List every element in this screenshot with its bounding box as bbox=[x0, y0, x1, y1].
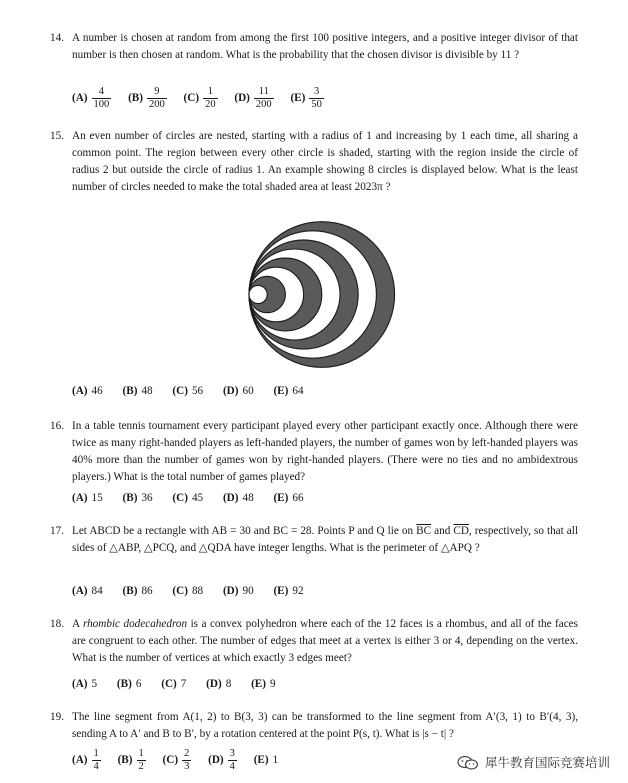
problem-19 bbox=[52, 709, 578, 743]
choice-c: (C) 45 bbox=[172, 492, 204, 504]
problem-text: A number is chosen at random from among the first 100 positive integers, and a positive integer divisor of that number is then chosen at random. What is the probability that the chosen divisor is divisible by 11 ? bbox=[72, 32, 578, 61]
choice-a: (A) 5 bbox=[72, 678, 98, 690]
choice-a: (A) $\frac{1}{4}$ bbox=[72, 748, 99, 772]
choice-d: (D) 48 bbox=[222, 492, 254, 504]
problem-text: In a table tennis tournament every participant played every other participant exactly once. Although there were twice as many right-handed players as left-handed players, the number of games won by left-handed players was 40% more than the number of games won by right-handed players. (There were no ties and no ambidextrous players.) What is the total number of games played? bbox=[72, 420, 578, 483]
choice-e: (E) 64 bbox=[273, 385, 304, 397]
circle-radius-1 bbox=[249, 285, 267, 303]
answer-choices-15 bbox=[72, 383, 321, 400]
choice-e: (E) 1 bbox=[253, 754, 279, 766]
answer-choices-14 bbox=[72, 86, 338, 111]
choice-d: (D) $\frac{11}{200}$ bbox=[234, 86, 272, 110]
choice-e: (E) 9 bbox=[251, 678, 276, 690]
problem-number: 16. bbox=[50, 420, 64, 432]
choice-c: (C) 56 bbox=[172, 385, 204, 397]
problem-text: A rhombic dodecahedron is a convex polyhedron where each of the 12 faces is a rhombus, and all of the faces are congruent to each other. The number of edges that meet at a vertex is either 3 or 4, depending on the vertex. What is the number of vertices at which exactly 3 edges meet? bbox=[72, 618, 578, 664]
segment-bc: $\overline{BC}$ bbox=[416, 525, 432, 537]
answer-choices-16 bbox=[72, 490, 321, 507]
choice-b: (B) 6 bbox=[116, 678, 142, 690]
choice-c: (C) $\frac{1}{20}$ bbox=[183, 86, 216, 110]
choice-c: (C) $\frac{2}{3}$ bbox=[162, 748, 190, 772]
problem-text: Let ABCD be a rectangle with AB = 30 and BC = 28. Points P and Q lie on $\overline{BC}$ and $\overline{CD}$, respectively, so that all sides of △ABP, △PCQ, and △QDA have integer lengths. What is the perimeter of △APQ ? bbox=[72, 525, 578, 554]
choice-c: (C) 7 bbox=[161, 678, 187, 690]
choice-a: (A) 15 bbox=[72, 492, 103, 504]
problem-number: 14. bbox=[50, 32, 64, 44]
answer-choices-19 bbox=[72, 748, 292, 773]
problem-number: 18. bbox=[50, 618, 64, 630]
term-rhombic-dodecahedron: rhombic dodecahedron bbox=[82, 618, 188, 630]
choice-d: (D) $\frac{3}{4}$ bbox=[208, 748, 235, 772]
problem-text: An even number of circles are nested, starting with a radius of 1 and increasing by 1 each time, all sharing a common point. The region between every other circle is shaded, starting with the region inside the circle of radius 2 but outside the circle of radius 1. An example showing 8 circles is displayed below. What is the least number of circles needed to make the total shaded area at least 2023π ? bbox=[72, 130, 578, 193]
segment-cd: $\overline{CD}$ bbox=[453, 525, 469, 537]
choice-e: (E) 66 bbox=[273, 492, 304, 504]
problem-number: 15. bbox=[50, 130, 64, 142]
answer-choices-18 bbox=[72, 676, 293, 693]
choice-a: (A) 46 bbox=[72, 385, 103, 397]
problem-number: 17. bbox=[50, 525, 64, 537]
problem-17 bbox=[52, 523, 578, 557]
choice-b: (B) $\frac{9}{200}$ bbox=[128, 86, 165, 110]
choice-d: (D) 8 bbox=[206, 678, 232, 690]
choice-e: (E) 92 bbox=[273, 585, 304, 597]
choice-b: (B) $\frac{1}{2}$ bbox=[117, 748, 144, 772]
wechat-icon bbox=[457, 756, 479, 770]
choice-b: (B) 86 bbox=[122, 585, 153, 597]
watermark bbox=[457, 754, 610, 771]
nested-circles-figure bbox=[247, 221, 411, 368]
choice-b: (B) 36 bbox=[122, 492, 153, 504]
choice-b: (B) 48 bbox=[122, 385, 153, 397]
problem-15 bbox=[52, 128, 578, 196]
choice-c: (C) 88 bbox=[172, 585, 204, 597]
choice-e: (E) $\frac{3}{50}$ bbox=[290, 86, 322, 110]
choice-a: (A) 84 bbox=[72, 585, 103, 597]
answer-choices-17 bbox=[72, 583, 321, 600]
problem-number: 19. bbox=[50, 711, 64, 723]
problem-14 bbox=[52, 30, 578, 64]
problem-18 bbox=[52, 616, 578, 667]
problem-16 bbox=[52, 418, 578, 486]
choice-d: (D) 90 bbox=[222, 585, 254, 597]
watermark-text: 犀牛教育国际竞赛培训 bbox=[484, 755, 610, 770]
choice-d: (D) 60 bbox=[222, 385, 254, 397]
problem-text: The line segment from A(1, 2) to B(3, 3) can be transformed to the line segment from A′(3, 1) to B′(4, 3), sending A to A′ and B to B′, by a rotation centered at the point P(s, t). What is |s − t| ? bbox=[72, 711, 578, 740]
choice-a: (A) $\frac{4}{100}$ bbox=[72, 86, 110, 110]
